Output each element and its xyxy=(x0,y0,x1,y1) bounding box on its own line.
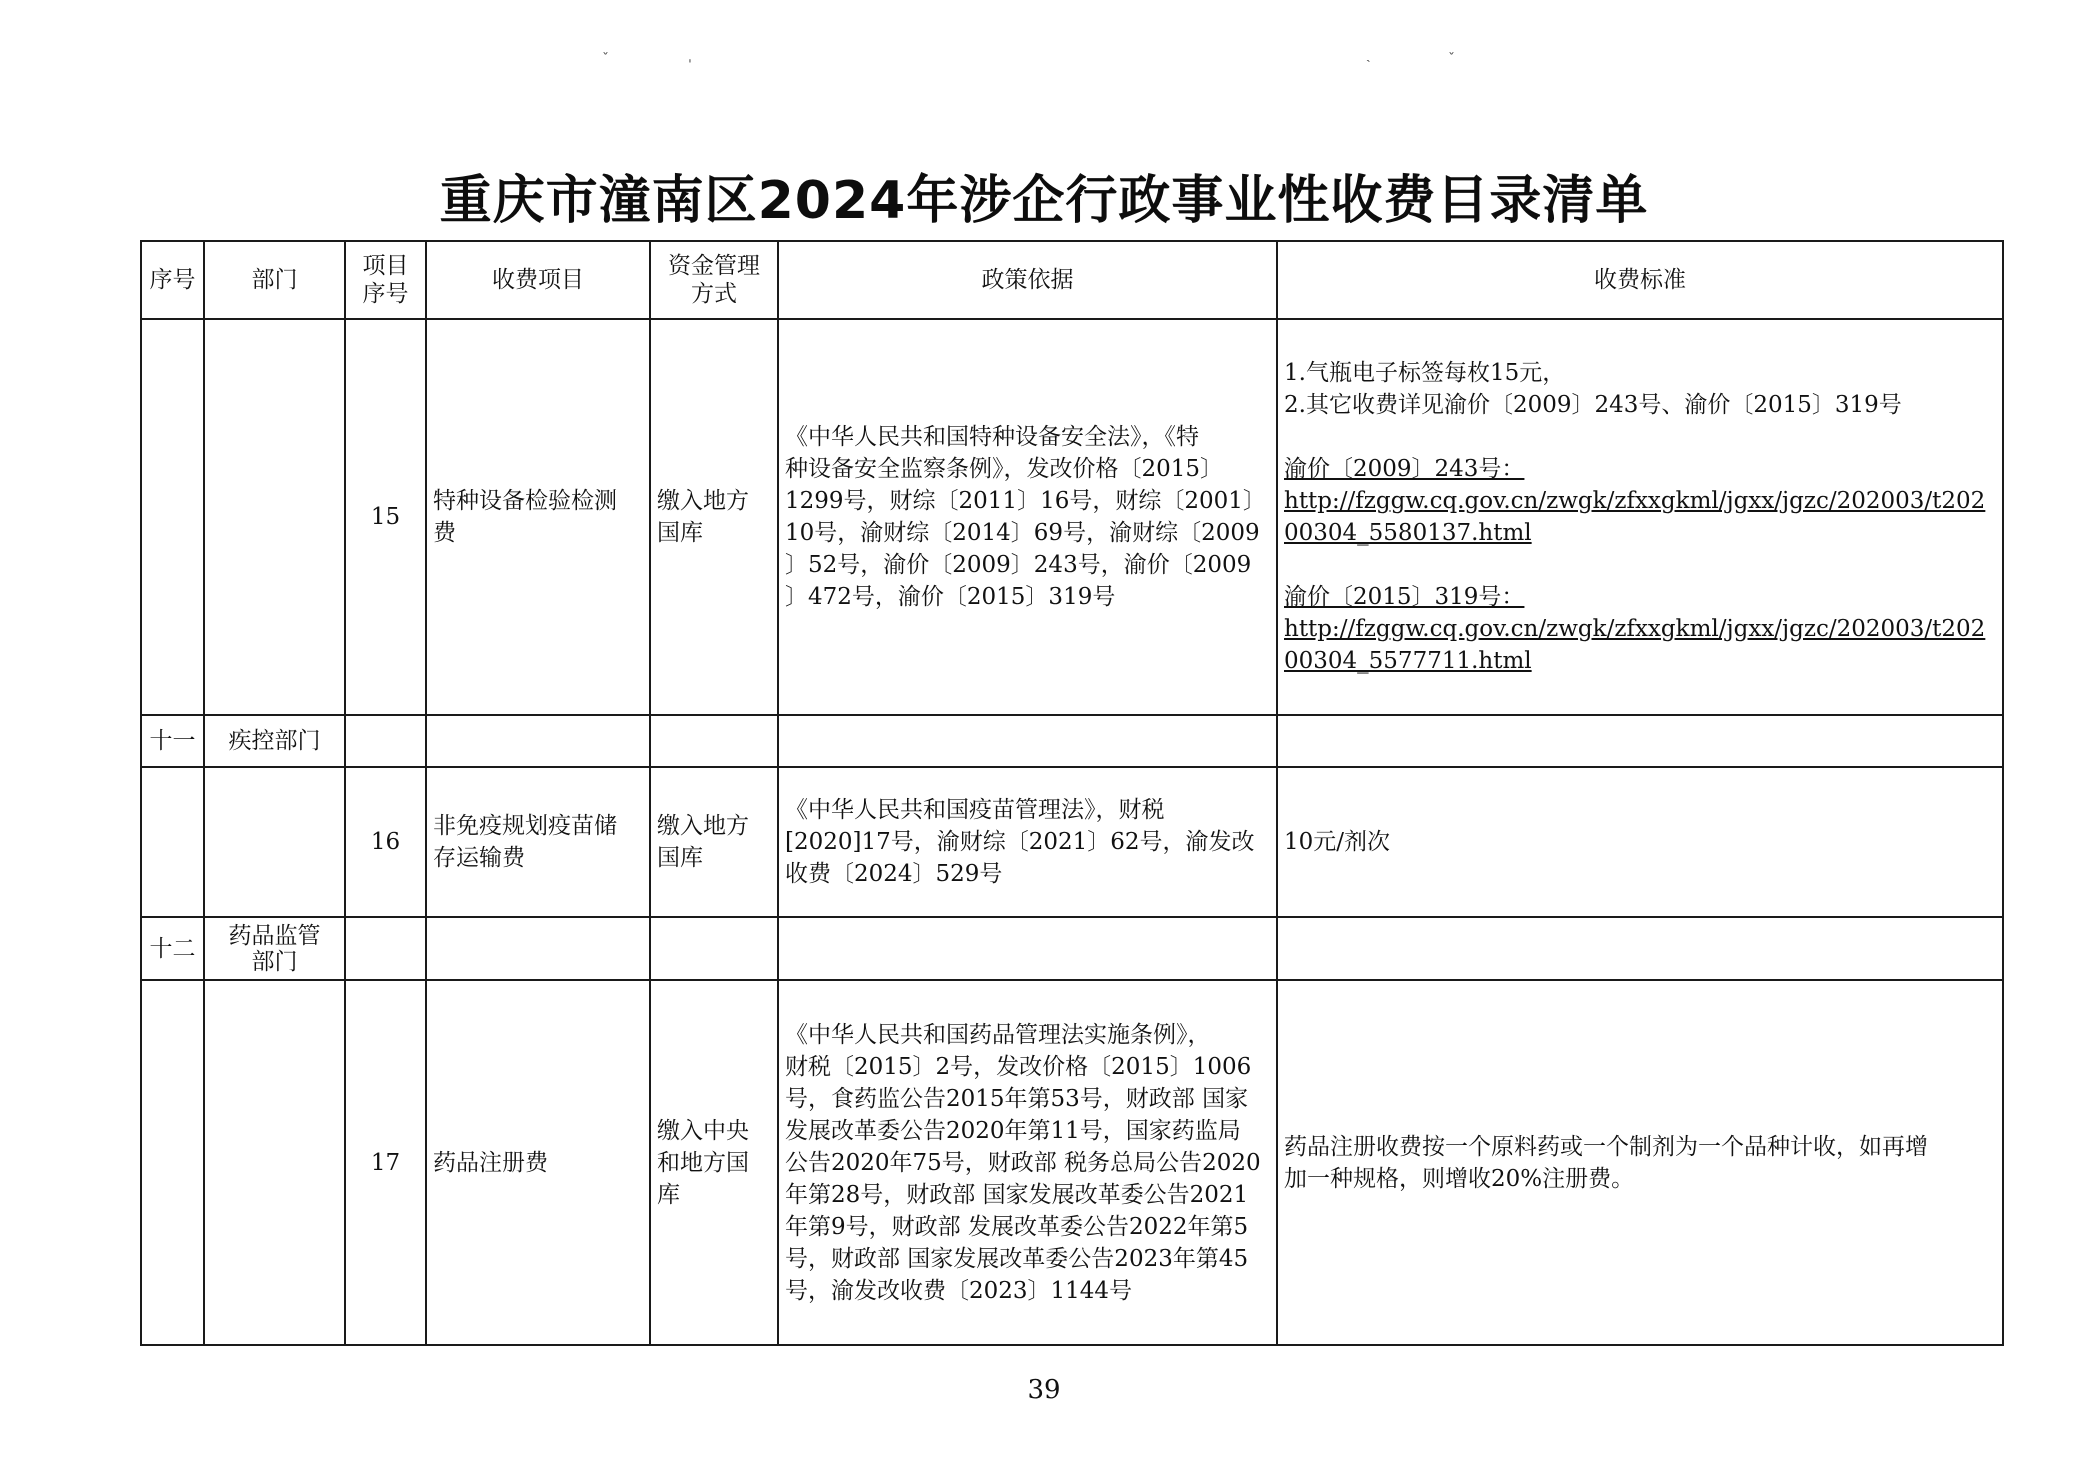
row16-dept-cell xyxy=(204,767,345,917)
row16-seq-cell xyxy=(141,767,204,917)
empty-cell xyxy=(778,715,1277,767)
scan-speck: ˇ xyxy=(602,51,609,67)
row17-dept-cell xyxy=(204,980,345,1345)
row17-seq-cell xyxy=(141,980,204,1345)
row16-standard: 10元/剂次 xyxy=(1277,767,2003,917)
empty-cell xyxy=(1277,715,2003,767)
row17-item: 药品注册费 xyxy=(426,980,650,1345)
row16-policy: 《中华人民共和国疫苗管理法》，财税 [2020]17号，渝财综〔2021〕62号，渝发改 收费〔2024〕529号 xyxy=(778,767,1277,917)
section-row xyxy=(141,715,2003,767)
row16-item: 非免疫规划疫苗储 存运输费 xyxy=(426,767,650,917)
row15-link2-label: 渝价〔2015〕319号： xyxy=(1284,584,1525,610)
scan-speck: ˇ xyxy=(1448,51,1455,67)
row15-standard-text: 1.气瓶电子标签每枚15元， 2.其它收费详见渝价〔2009〕243号、渝价〔2015〕319号 xyxy=(1284,360,1902,418)
row15-link2-url[interactable]: http://fzggw.cq.gov.cn/zwgk/zfxxgkml/jgxx/jgzc/202003/t20200304_5577711.html xyxy=(1284,616,1986,674)
row15-item-seq: 15 xyxy=(345,319,426,715)
table-row xyxy=(141,980,2003,1345)
page-title: 重庆市潼南区2024年涉企行政事业性收费目录清单 xyxy=(439,171,1649,231)
section12-dept: 药品监管 部门 xyxy=(204,917,345,980)
row15-standard xyxy=(1277,319,2003,715)
empty-cell xyxy=(1277,917,2003,980)
row16-fund-mgmt: 缴入地方 国库 xyxy=(650,767,778,917)
empty-cell xyxy=(426,715,650,767)
section12-seq: 十二 xyxy=(141,917,204,980)
table-row xyxy=(141,767,2003,917)
page-number: 39 xyxy=(1027,1375,1061,1405)
row17-policy: 《中华人民共和国药品管理法实施条例》， 财税〔2015〕2号，发改价格〔2015〕1006 号，食药监公告2015年第53号，财政部 国家 发展改革委公告2020年第11号，国家药监局 公告2020年75号，财政部 税务总局公告2020 年第28号，财政部 国家发展改革委公告2021 年第9号，财政部 发展改革委公告2022年第5 号，财政部 国家发展改革委公告2023年第45 号，渝发改收费〔2023〕1144号 xyxy=(778,980,1277,1345)
header-item-seq: 项目 序号 xyxy=(345,241,426,319)
row16-item-seq: 16 xyxy=(345,767,426,917)
empty-cell xyxy=(650,715,778,767)
section11-dept: 疾控部门 xyxy=(204,715,345,767)
scan-speck: ˌ xyxy=(688,49,692,65)
empty-cell xyxy=(345,715,426,767)
row15-item: 特种设备检验检测 费 xyxy=(426,319,650,715)
row15-link1-label: 渝价〔2009〕243号： xyxy=(1284,456,1525,482)
section11-seq: 十一 xyxy=(141,715,204,767)
scan-speck: ˎ xyxy=(1366,47,1371,63)
row15-link1-url[interactable]: http://fzggw.cq.gov.cn/zwgk/zfxxgkml/jgxx/jgzc/202003/t20200304_5580137.html xyxy=(1284,488,1986,546)
table-header-row xyxy=(141,241,2003,319)
section-row xyxy=(141,917,2003,980)
header-item: 收费项目 xyxy=(426,241,650,319)
header-policy: 政策依据 xyxy=(778,241,1277,319)
row15-dept-cell xyxy=(204,319,345,715)
row17-fund-mgmt: 缴入中央 和地方国 库 xyxy=(650,980,778,1345)
row17-item-seq: 17 xyxy=(345,980,426,1345)
empty-cell xyxy=(778,917,1277,980)
row15-seq-cell xyxy=(141,319,204,715)
empty-cell xyxy=(345,917,426,980)
row15-policy: 《中华人民共和国特种设备安全法》，《特 种设备安全监察条例》，发改价格〔2015〕 1299号，财综〔2011〕16号，财综〔2001〕 10号，渝财综〔2014〕69号，渝财综〔2009 〕52号，渝价〔2009〕243号，渝价〔2009 〕472号，渝价〔2015〕319号 xyxy=(778,319,1277,715)
row17-standard: 药品注册收费按一个原料药或一个制剂为一个品种计收，如再增 加一种规格，则增收20%注册费。 xyxy=(1277,980,2003,1345)
empty-cell xyxy=(650,917,778,980)
header-dept: 部门 xyxy=(204,241,345,319)
header-standard: 收费标准 xyxy=(1277,241,2003,319)
empty-cell xyxy=(426,917,650,980)
header-fund-mgmt: 资金管理 方式 xyxy=(650,241,778,319)
header-seq: 序号 xyxy=(141,241,204,319)
fee-table xyxy=(140,240,2004,1346)
table-row xyxy=(141,319,2003,715)
row15-fund-mgmt: 缴入地方 国库 xyxy=(650,319,778,715)
